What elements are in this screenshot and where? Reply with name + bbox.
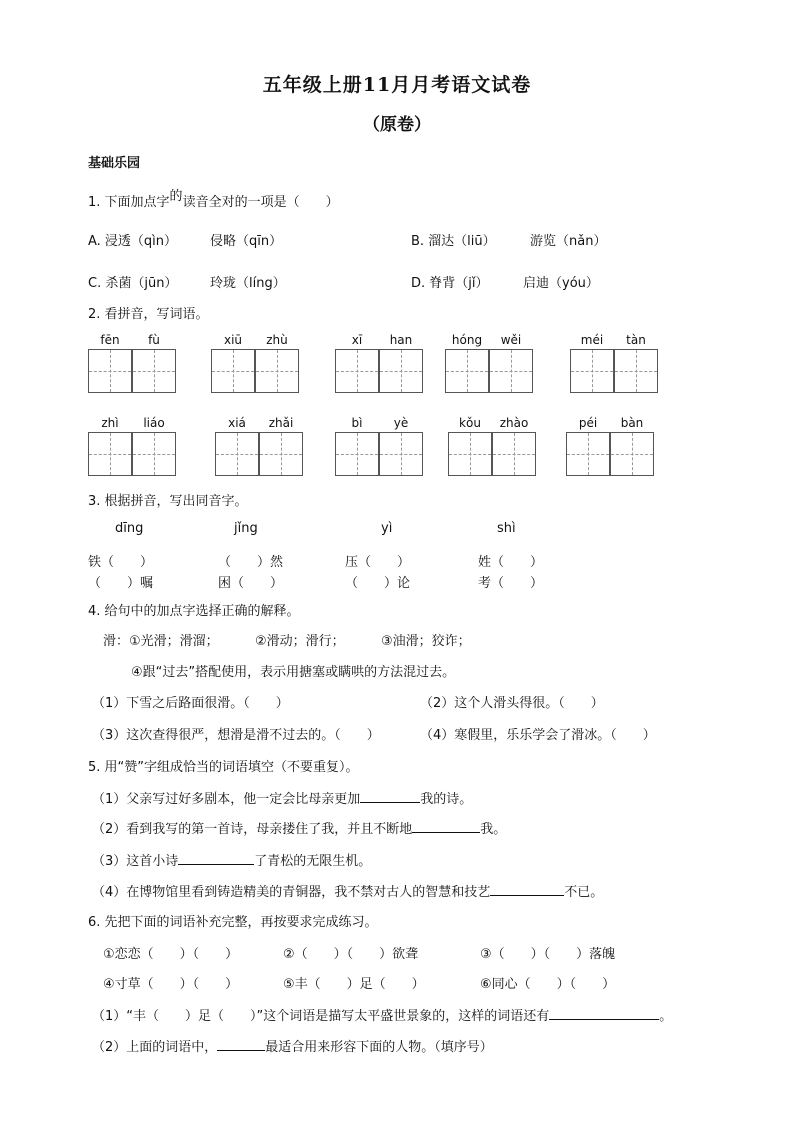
q3-pinyin: yì bbox=[381, 521, 393, 536]
q6-word[interactable]: ①恋恋（ ）（ ） bbox=[103, 947, 239, 962]
q5-item: （4）在博物馆里看到铸造精美的青铜器，我不禁对古人的智慧和技艺 不已。 bbox=[92, 881, 603, 900]
q6-stem: 6. 先把下面的词语补充完整，再按要求完成练习。 bbox=[88, 915, 378, 930]
page-subtitle: （原卷） bbox=[363, 115, 431, 135]
tianzige-box[interactable] bbox=[614, 349, 658, 393]
q6-word[interactable]: ⑤丰（ ）足（ ） bbox=[283, 977, 425, 992]
q3-pinyin: shì bbox=[497, 521, 516, 536]
q3-blank[interactable]: 姓（ ） bbox=[478, 555, 544, 570]
q1-option-b-word2: 游览（nǎn） bbox=[530, 234, 607, 249]
pinyin-label: wěi bbox=[500, 333, 522, 347]
q1-option-c[interactable]: C. 杀菌（jūn） bbox=[88, 276, 178, 291]
q1-dotted-char: 的 bbox=[169, 189, 183, 204]
q1-option-d-word2: 启迪（yóu） bbox=[523, 276, 599, 291]
tianzige-box[interactable] bbox=[570, 349, 614, 393]
answer-blank[interactable] bbox=[412, 819, 480, 833]
q4-sentence[interactable]: （3）这次查得很严，想滑是滑不过去的。（ ） bbox=[92, 728, 380, 743]
q1-option-b[interactable]: B. 溜达（liū） bbox=[411, 234, 496, 249]
tianzige-box[interactable] bbox=[492, 432, 536, 476]
answer-blank[interactable] bbox=[217, 1037, 265, 1051]
tianzige-box[interactable] bbox=[211, 349, 255, 393]
q6-item: （1）“丰（ ）足（ ）”这个词语是描写太平盛世景象的，这样的词语还有 。 bbox=[92, 1005, 672, 1024]
q4-definition: ④跟“过去”搭配使用，表示用搪塞或瞒哄的方法混过去。 bbox=[131, 665, 456, 680]
q6-word[interactable]: ③（ ）（ ）落魄 bbox=[480, 947, 616, 962]
q1-stem: 1. 下面加点字的读音全对的一项是（ ） bbox=[88, 189, 339, 210]
pinyin-label: xiá bbox=[228, 416, 246, 430]
tianzige-box[interactable] bbox=[335, 432, 379, 476]
q4-stem: 4. 给句中的加点字选择正确的解释。 bbox=[88, 604, 300, 619]
q4-definition: 滑：①光滑；滑溜； bbox=[103, 634, 219, 649]
tianzige-box[interactable] bbox=[489, 349, 533, 393]
pinyin-label: liáo bbox=[143, 416, 165, 430]
pinyin-label: xī bbox=[351, 333, 363, 347]
tianzige-box[interactable] bbox=[88, 349, 132, 393]
tianzige-box[interactable] bbox=[88, 432, 132, 476]
tianzige-box[interactable] bbox=[445, 349, 489, 393]
q4-sentence[interactable]: （2）这个人滑头得很。（ ） bbox=[420, 696, 604, 711]
tianzige-box[interactable] bbox=[610, 432, 654, 476]
pinyin-label: kǒu bbox=[459, 416, 481, 430]
tianzige-box[interactable] bbox=[448, 432, 492, 476]
q3-stem: 3. 根据拼音，写出同音字。 bbox=[88, 494, 248, 509]
tianzige-box[interactable] bbox=[379, 349, 423, 393]
q1-option-a[interactable]: A. 浸透（qìn） bbox=[88, 234, 178, 249]
answer-blank[interactable] bbox=[490, 882, 564, 896]
q6-item: （2）上面的词语中， 最适合用来形容下面的人物。（填序号） bbox=[92, 1036, 493, 1055]
q1-option-c-word2: 玲珑（líng） bbox=[210, 276, 286, 291]
pinyin-label: tàn bbox=[626, 333, 646, 347]
q3-blank[interactable]: 考（ ） bbox=[478, 576, 544, 591]
q5-item: （3）这首小诗 了青松的无限生机。 bbox=[92, 850, 371, 869]
q5-item: （2）看到我写的第一首诗，母亲搂住了我，并且不断地 我。 bbox=[92, 818, 506, 837]
q1-option-d[interactable]: D. 脊背（jǐ） bbox=[411, 276, 489, 291]
tianzige-box[interactable] bbox=[215, 432, 259, 476]
q5-stem: 5. 用“赞”字组成恰当的词语填空（不要重复）。 bbox=[88, 760, 359, 775]
tianzige-box[interactable] bbox=[255, 349, 299, 393]
q2-stem: 2. 看拼音，写词语。 bbox=[88, 307, 209, 322]
tianzige-box[interactable] bbox=[566, 432, 610, 476]
pinyin-label: yè bbox=[393, 416, 409, 430]
pinyin-label: méi bbox=[580, 333, 604, 347]
tianzige-box[interactable] bbox=[259, 432, 303, 476]
pinyin-label: fēn bbox=[100, 333, 120, 347]
pinyin-label: bì bbox=[351, 416, 363, 430]
q6-word[interactable]: ②（ ）（ ）欲聋 bbox=[283, 947, 419, 962]
q3-blank[interactable]: 困（ ） bbox=[218, 576, 284, 591]
page-title: 五年级上册11月月考语文试卷 bbox=[262, 74, 532, 96]
pinyin-label: hóng bbox=[451, 333, 483, 347]
q6-word[interactable]: ⑥同心（ ）（ ） bbox=[480, 977, 616, 992]
pinyin-label: zhù bbox=[266, 333, 288, 347]
q4-sentence[interactable]: （4）寒假里，乐乐学会了滑冰。（ ） bbox=[420, 728, 656, 743]
section-heading: 基础乐园 bbox=[88, 156, 141, 171]
pinyin-label: zhì bbox=[101, 416, 119, 430]
q4-definition: ②滑动；滑行； bbox=[255, 634, 345, 649]
q5-item: （1）父亲写过好多剧本，他一定会比母亲更加 我的诗。 bbox=[92, 788, 472, 807]
q1-option-a-word2: 侵略（qīn） bbox=[210, 234, 283, 249]
q3-pinyin: dīng bbox=[115, 521, 144, 536]
q6-word[interactable]: ④寸草（ ）（ ） bbox=[103, 977, 239, 992]
q4-definition: ③油滑；狡诈； bbox=[381, 634, 471, 649]
pinyin-label: han bbox=[389, 333, 413, 347]
q3-blank[interactable]: 压（ ） bbox=[345, 555, 411, 570]
q4-sentence[interactable]: （1）下雪之后路面很滑。（ ） bbox=[92, 696, 289, 711]
answer-blank[interactable] bbox=[178, 851, 254, 865]
q3-blank[interactable]: 铁（ ） bbox=[88, 555, 154, 570]
pinyin-label: xiū bbox=[223, 333, 243, 347]
tianzige-box[interactable] bbox=[132, 432, 176, 476]
pinyin-label: zhào bbox=[499, 416, 529, 430]
pinyin-label: fù bbox=[148, 333, 160, 347]
answer-blank[interactable] bbox=[549, 1006, 659, 1020]
tianzige-box[interactable] bbox=[379, 432, 423, 476]
tianzige-box[interactable] bbox=[132, 349, 176, 393]
q3-pinyin: jǐng bbox=[234, 521, 258, 536]
pinyin-label: péi bbox=[578, 416, 598, 430]
q3-blank[interactable]: （ ）论 bbox=[345, 576, 411, 591]
tianzige-box[interactable] bbox=[335, 349, 379, 393]
answer-blank[interactable] bbox=[360, 789, 420, 803]
q3-blank[interactable]: （ ）嘱 bbox=[88, 576, 154, 591]
pinyin-label: zhǎi bbox=[268, 416, 294, 430]
pinyin-label: bàn bbox=[620, 416, 644, 430]
q3-blank[interactable]: （ ）然 bbox=[218, 555, 284, 570]
